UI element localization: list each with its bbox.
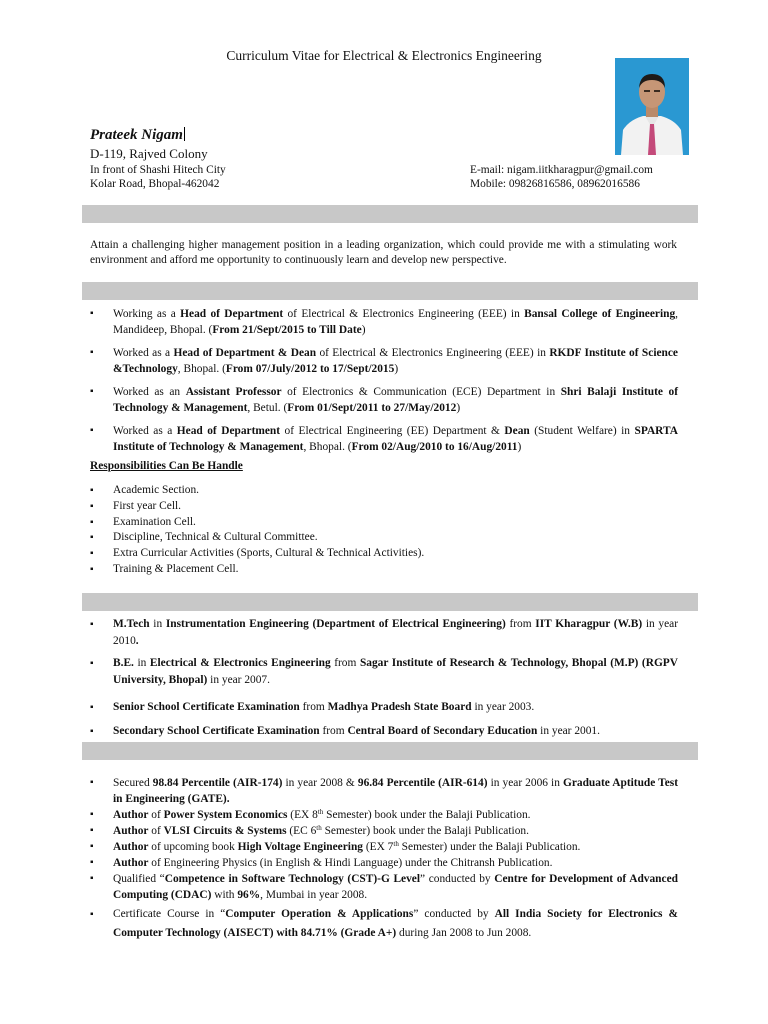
address-line-3: Kolar Road, Bhopal-462042 xyxy=(90,178,220,190)
responsibilities-heading: Responsibilities Can Be Handle xyxy=(90,460,243,472)
achievements-list xyxy=(90,775,678,943)
list-item: ▪ First year Cell. xyxy=(90,499,678,515)
mobile-contact: Mobile: 09826816586, 08962016586 xyxy=(470,178,640,190)
objective-text: Attain a challenging higher management position in a leading organization, which could provide me with a stimulating work environment and afford me opportunity to continuously learn and develop new perspective. xyxy=(90,239,677,266)
list-item: ▪ Author of Power System Economics (EX 8th Semester) book under the Balaji Publication. xyxy=(90,807,678,823)
list-item: ▪ Secondary School Certificate Examination from Central Board of Secondary Education in year 2001. xyxy=(90,723,678,740)
list-item: ▪ Training & Placement Cell. xyxy=(90,562,678,578)
list-item: ▪ Extra Curricular Activities (Sports, Cultural & Technical Activities). xyxy=(90,546,678,562)
address-line-2: In front of Shashi Hitech City xyxy=(90,164,226,176)
section-bar-objective xyxy=(82,205,698,223)
list-item: ▪ Worked as an Assistant Professor of Electronics & Communication (ECE) Department in Shri Balaji Institute of Technology & Management, Betul. (From 01/Sept/2011 to 27/May/2012) xyxy=(90,384,678,416)
experience-list xyxy=(90,306,678,462)
list-item: ▪ Certificate Course in “Computer Operation & Applications” conducted by All India Society for Electronics & Computer Technology (AISECT) with 84.71% (Grade A+) during Jan 2008 to Jun 2008. xyxy=(90,905,678,943)
list-item: ▪ B.E. in Electrical & Electronics Engineering from Sagar Institute of Research & Technology, Bhopal (M.P) (RGPV University, Bhopal) in year 2007. xyxy=(90,655,678,689)
candidate-name: Prateek Nigam xyxy=(90,127,183,143)
text-cursor xyxy=(184,127,185,141)
list-item: ▪ Secured 98.84 Percentile (AIR-174) in year 2008 & 96.84 Percentile (AIR-614) in year 2006 in Graduate Aptitude Test in Engineering (GATE). xyxy=(90,775,678,807)
profile-photo-image xyxy=(615,58,689,155)
list-item: ▪ Worked as a Head of Department of Electrical Engineering (EE) Department & Dean (Student Welfare) in SPARTA Institute of Technology & Management, Bhopal. (From 02/Aug/2010 to 16/Aug/2011) xyxy=(90,423,678,455)
responsibilities-list xyxy=(90,483,678,578)
section-bar-education xyxy=(82,593,698,611)
document-title: Curriculum Vitae for Electrical & Electronics Engineering xyxy=(226,48,542,63)
list-item: ▪ Author of VLSI Circuits & Systems (EC 6th Semester) book under the Balaji Publication. xyxy=(90,823,678,839)
list-item: ▪ Discipline, Technical & Cultural Committee. xyxy=(90,530,678,546)
list-item: ▪ Author of upcoming book High Voltage Engineering (EX 7th Semester) under the Balaji Publication. xyxy=(90,839,678,855)
email-contact: E-mail: nigam.iitkharagpur@gmail.com xyxy=(470,164,653,176)
list-item: ▪ Qualified “Competence in Software Technology (CST)-G Level” conducted by Centre for Development of Advanced Computing (CDAC) with 96%, Mumbai in year 2008. xyxy=(90,871,678,903)
list-item: ▪ M.Tech in Instrumentation Engineering (Department of Electrical Engineering) from IIT Kharagpur (W.B) in year 2010. xyxy=(90,616,678,650)
section-bar-experience xyxy=(82,282,698,300)
list-item: ▪ Examination Cell. xyxy=(90,515,678,531)
education-list xyxy=(90,616,678,740)
list-item: ▪ Working as a Head of Department of Electrical & Electronics Engineering (EEE) in Bansal College of Engineering, Mandideep, Bhopal. (From 21/Sept/2015 to Till Date) xyxy=(90,306,678,338)
list-item: ▪ Worked as a Head of Department & Dean of Electrical & Electronics Engineering (EEE) in RKDF Institute of Science &Technology, Bhopal. (From 07/July/2012 to 17/Sept/2015) xyxy=(90,345,678,377)
list-item: ▪ Academic Section. xyxy=(90,483,678,499)
list-item: ▪ Author of Engineering Physics (in English & Hindi Language) under the Chitransh Publication. xyxy=(90,855,678,871)
address-line-1: D-119, Rajved Colony xyxy=(90,146,208,161)
profile-photo xyxy=(615,58,689,155)
section-bar-achievements xyxy=(82,742,698,760)
list-item: ▪ Senior School Certificate Examination from Madhya Pradesh State Board in year 2003. xyxy=(90,699,678,716)
